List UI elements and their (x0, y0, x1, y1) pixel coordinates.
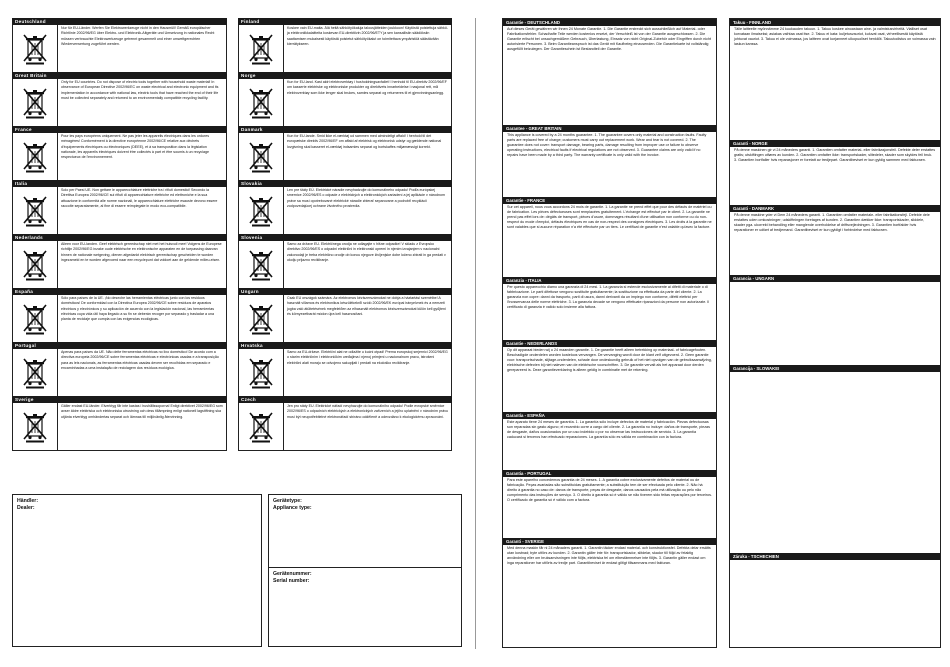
crossed-out-bin-icon (22, 141, 48, 173)
crossed-out-bin-icon (22, 357, 48, 389)
disposal-notice (12, 241, 227, 288)
disposal-text: Only for EU countries. Do not dispose of electric tools together with household waste material! In observance of European Directive 2002/96/EC on waste electrical and electronic equipment and its implementation in accordance with national law, electric tools that have reached the end of their life must be collected separately and returned to an environmentally compatible recycling facility. (61, 80, 219, 100)
crossed-out-bin-icon (248, 249, 274, 281)
disposal-text: Gäller endast EU-länder. Elverktyg får inte kastas i hushållssoporna! Enligt direktivet 2002/96/EG som avser äldre elektriska och elektroniska utrustning och dess tillämpning enligt nationell lagstiftning ska utjänta elverktyg omhändertas separat och lämnas till miljövänlig återvinning. (61, 404, 223, 419)
disposal-notice (12, 79, 227, 126)
country-header: Danmark (238, 126, 452, 133)
guarantee-text: Para este aparelho concedemos garantia de 24 meses. 1. A garantia cobre exclusivamente defeitos de material ou de fabricação. Peças avariadas são substituídas gratuitamente; a substituição tem de ser efectuada pelo cliente. 2. Não há direito à garantia no caso de: danos de transporte, peças de desgaste, danos causados pela má utilização ou pelo não cumprimento das instruções de serviço. 3. O direito à garantia só é válido se não tiverem sido feitas reparações por terceiros. O certificado de garantia só é válido com a factura. (507, 478, 712, 503)
guarantee-header: Záruka - TSCHECHIEN (730, 553, 940, 560)
guarantee-header: Garanzia - ITALIA (503, 277, 716, 284)
country-header: Slovakia (238, 180, 452, 187)
country-header: Sverige (12, 396, 227, 403)
guarantee-text: Sur cet appareil, nous vous accordons 24 mois de garantie. 1. La garantie ne prend effet que pour des défauts de matériel ou de fabrication. Les pièces défectueuses sont remplacées gratuitement. L'échange est effectué par le client. 2. La garantie ne prend pas effet lors de: dégâts de transport, pièces d'usure, dommages résultant d'une utilisation non conforme ou du non-respect du mode d'emploi, défauts électriques en cas de non-respect des consignes électriques. 3. Les droits à la garantie ne sont valables que si aucune réparation n'a été effectuée par un tiers. Le certificat de garantie n'est valable qu'avec la facture. (507, 205, 712, 230)
disposal-text: Sólo para países de la UE. ¡No deseche las herramientas eléctricas junto con los residuos domésticos! De conformidad con la Directiva Europea 2002/96/CE sobre residuos de aparatos eléctricos y electrónicos y su aplicación de acuerdo con la legislación nacional, las herramientas eléctricas cuya vida útil haya llegado a su fin se deberán recoger por separado y trasladar a una planta de reciclaje que cumpla con las exigencias ecológicas. (61, 296, 215, 322)
disposal-notice (238, 25, 452, 72)
guarantee-header: Takuu - FINNLAND (730, 19, 940, 26)
disposal-symbol (13, 403, 58, 450)
guarantee-header: Garantia - PORTUGAL (503, 470, 716, 477)
serial-number-box (268, 567, 462, 647)
guarantee-header: Garantie - FRANCE (503, 197, 716, 204)
country-header: France (12, 126, 227, 133)
disposal-text: Samo za države EU. Električnega orodja ne odlagajte v hišne odpadke! V skladu z Evropsko direktivo 2002/96/ES o odpadni električni in elektronski opremi in njenim izvajanjem v nacionalni zakonodaji je treba električno orodje ob koncu njegove življenjske dobe ločeno zbirati in ga predati v okolju prijazno recikliranje. (287, 242, 446, 262)
crossed-out-bin-icon (22, 33, 48, 65)
disposal-symbol (239, 403, 284, 450)
disposal-column-left (12, 18, 227, 451)
disposal-symbol (239, 25, 284, 72)
disposal-notice (12, 133, 227, 180)
guarantee-column-right (729, 18, 941, 648)
appliance-type-box (268, 494, 462, 568)
disposal-notice (12, 295, 227, 342)
country-header: Slovenia (238, 234, 452, 241)
crossed-out-bin-icon (22, 195, 48, 227)
guarantee-text: Tälle laitteelle myönnämme 24 kuukauden takuun. 1. Takuu koskee ainoastaan aine- ja valmistusvirheitä. Vialliset osat korvataan ilmaiseksi; asiakas vaihtaa osat itse. 2. Takuu ei kata: kuljetusvauriot, kuluvat osat, virheellisestä käytöstä johtuvat vauriot. 3. Takuu ei ole voimassa, jos laitteen ovat korjanneet ulkopuoliset henkilöt. Takuutodistus on voimassa vain laskun kanssa. (734, 27, 936, 47)
disposal-text: Samo za EU-države. Električni alat ne odlažite u kućni otpad! Prema europskoj smjernici 2002/96/EG o starim električnim i elektroničkim uređajima i njenoj primjeni u nacionalnom pravu, istrošeni električni alati moraju se odvojeno sakupljati i predati na ekološko recikliranje. (287, 350, 448, 365)
guarantee-text: På denne maskinen gir vi 24 måneders garanti. 1. Garantien omfatter material- eller fabrikasjonsfeil. Defekte deler erstattes gratis; utskiftingen utføres av kunden. 2. Garantien omfatter ikke: transportskader, slitedeler, skader som skyldes feil bruk. 3. Garantien bortfaller hvis reparasjoner er foretatt av tredjepart. Garantibeviset er kun gyldig sammen med fakturaen. (734, 148, 936, 163)
country-header: Portugal (12, 342, 227, 349)
country-header: Deutschland (12, 18, 227, 25)
disposal-text: Koskee vain EU-maita. Älä heitä sähkötyökaluja talousjätteiden joukkoon! Käytöstä poistettuja sähkö- ja elektroniikkalaitteita koskevan EU-direktiivin 2002/96/ETY ja sen kansallisiin säädöksiin saattamisen mukaisesti käytöstä poistetut sähkötyökalut on toimitettava ympäristöä säästävään kierrätykseen. (287, 26, 449, 46)
crossed-out-bin-icon (248, 303, 274, 335)
disposal-symbol (13, 25, 58, 72)
guarantee-header: Garanti - NORGE (730, 140, 940, 147)
country-header: Italia (12, 180, 227, 187)
disposal-symbol (239, 349, 284, 396)
crossed-out-bin-icon (22, 249, 48, 281)
guarantee-text: Per questo apparecchio diamo una garanzia di 24 mesi. 1. La garanzia si estende esclusivamente ai difetti di materiale o di fabbricazione. Le parti difettose vengono sostituite gratuitamente; la sostituzione va effettuata da parte del cliente. 2. La garanzia non copre: danni da trasporto, parti di usura, danni derivanti da un impiego non conforme, difetti elettrici per l'inosservanza delle norme elettriche. 3. La garanzia decade se vengono effettuate riparazioni da persone non autorizzate. Il certificato di garanzia è valido solo insieme alla fattura. (507, 285, 710, 310)
disposal-notice (12, 403, 227, 450)
crossed-out-bin-icon (248, 141, 274, 173)
guarantee-header: Garantía - ESPAÑA (503, 412, 716, 419)
crossed-out-bin-icon (248, 33, 274, 65)
guarantee-text (730, 560, 940, 613)
crossed-out-bin-icon (248, 195, 274, 227)
country-header: Great Britain (12, 72, 227, 79)
disposal-text: Pour les pays européens uniquement. Ne pas jeter les appareils électriques dans les ordures ménagères! Conformément à la directive européenne 2002/96/CE relative aux déchets d'équipements électriques ou électroniques (DEEE), et à sa transposition dans la législation nationale, les appareils électriques doivent être collectés à part et être soumis à un recyclage respectueux de l'environnement. (61, 134, 210, 160)
guarantee-text: På denne maskine yder vi Dem 24 måneders garanti. 1. Garantien omfatter materiale- eller fabrikationsfejl. Defekte dele erstattes uden omkostninger; udskiftningen foretages af kunden. 2. Garantien dækker ikke: transportskader, sliddele, skader pga. ukorrekt behandling eller manglende overholdelse af driftsvejledningen. 3. Garantien bortfalder hvis reparationer er udført af tredjemand. Garantibeviset er kun gyldigt i forbindelse med fakturaen. (734, 213, 930, 233)
disposal-notice (238, 187, 452, 234)
disposal-text: Apenas para países da UE. Não deite ferramentas eléctricas no lixo doméstico! De acordo com a directiva europeia 2002/96/CE sobre ferramentas eléctricas e electrónicas usadas e a transposição para as leis nacionais, as ferramentas eléctricas usadas devem ser recolhidas em separado e encaminhadas a uma instalação de reciclagem dos resíduos ecológica. (61, 350, 219, 370)
column-divider (475, 18, 476, 649)
disposal-text: Nur für EU-Länder. Werfen Sie Elektrowerkzeuge nicht in den Hausmüll! Gemäß europäischer Richtlinie 2002/96/EG über Elektro- und Elektronik-Altgeräte und Umsetzung in nationales Recht müssen verbrauchte Elektrowerkzeuge getrennt gesammelt und einer umweltgerechten Wiederverwertung zugeführt werden. (61, 26, 215, 46)
disposal-notice (12, 187, 227, 234)
guarantee-text: This appliance is covered by a 24 months guarantee. 1. The guarantee covers only material and construction faults. Faulty parts are replaced free of charge; customers must carry out replacement work. Wear and tear is not covered. 2. The guarantee does not cover: transport damage, bearing parts, damage resulting from improper use or failure to observe operating instructions, electrical faults if electrical regulations are not observed. 3. Guarantee claims are only valid if no repairs have been made by a third party. The warranty certificate is only valid with the invoice. (507, 133, 707, 158)
appliance-type-label-de: Gerätetype: (273, 498, 302, 504)
crossed-out-bin-icon (22, 303, 48, 335)
guarantee-header: Garanti - DANMARK (730, 205, 940, 212)
crossed-out-bin-icon (248, 87, 274, 119)
country-header: Ungarn (238, 288, 452, 295)
disposal-notice (238, 403, 452, 450)
disposal-notice (238, 133, 452, 180)
guarantee-text: Op dit apparaat bieden wij u 24 maanden garantie. 1. De garantie heeft alleen betrekking op materiaal- of fabricagefouten. Beschadigde onderdelen worden kosteloos vervangen. De vervanging wordt door de klant zelf uitgevoerd. 2. Geen garantie voor: transportschade, slijtage-onderdelen, schade door ondeskundig gebruik of het niet opvolgen van de gebruiksaanwijzing, elektrische defecten bij niet naleven van de elektrische voorschriften. 3. De garantie vervalt als het apparaat door derden gerepareerd is. Deze garantieverklaring is alleen geldig in combinatie met de rekening. (507, 348, 712, 373)
crossed-out-bin-icon (22, 87, 48, 119)
disposal-symbol (13, 187, 58, 234)
disposal-symbol (239, 79, 284, 126)
disposal-text: Alleen voor EU-landen. Geef elektrisch gereedschap niet met het huisvuil mee! Volgens de Europese richtlijn 2002/96/EG inzake oude elektrische en elektronische apparaten en de toepassing daarvan binnen de nationale wetgeving, dienen afgedankt elektrisch gereedschap gescheiden te worden ingezameld en te worden afgevoerd naar een recyclepunt dat voldoet aan de geldende milieu-eisen. (61, 242, 222, 262)
guarantee-text: Este aparato tiene 24 meses de garantía. 1. La garantía sólo incluye defectos de material y fabricación. Piezas defectuosas son reparadas sin gasto alguno; el recambio corre a cargo del cliente. 2. La garantía no incluye: daños de transporte, piezas de desgaste, daños ocasionados por un uso indebido o por no observar las instrucciones de servicio. 3. La garantía caducará si terceros han efectuado reparaciones. La garantía sólo es válida en combinación con la factura. (507, 420, 710, 440)
guarantee-text (730, 282, 940, 365)
disposal-notice (238, 79, 452, 126)
guarantee-header: Garantee - GREAT BRITAIN (503, 125, 716, 132)
guarantee-header: Garancija - SLOWAKEI (730, 365, 940, 372)
disposal-text: Kun for EU-lande. Smid ikke el-værktøj ud sammen med almindeligt affald! I henhold til det europæiske direktiv 2002/96/EF om affald af elektrisk og elektronisk udstyr og gældende national lovgivning skal kasseret el-værktøj indsamles separat og bortskaffes miljømæssigt korrekt. (287, 134, 442, 149)
disposal-text: Kun for EU-land. Kast aldri elektroverktøy i husholdningsavfallet! I henhold til EU-direktiv 2002/96/EF om kasserte elektriske og elektroniske produkter og direktivets innarbeidelse i nasjonal rett, må elektroverktøy som ikke lenger skal brukes, samles separat og returneres til et gjenvinningsanlegg. (287, 80, 448, 95)
dealer-label-en: Dealer: (17, 504, 35, 511)
crossed-out-bin-icon (248, 411, 274, 443)
guarantee-column-left (502, 18, 717, 648)
disposal-symbol (239, 187, 284, 234)
serial-number-label-de: Gerätenummer: (273, 571, 312, 577)
disposal-column-middle (238, 18, 452, 451)
disposal-symbol (13, 349, 58, 396)
dealer-label-de: Händler: (17, 498, 39, 504)
disposal-notice (12, 349, 227, 396)
guarantee-text (730, 372, 940, 553)
country-header: Norge (238, 72, 452, 79)
disposal-text: Jen pro státy EU. Elektrické nářadí nevyhazujte do komunálního odpadu! Podle evropské směrnice 2002/96/ES o odpadních elektrických a elektronických zařízeních a jejího uplatnění v národním právu musí být neupotřebitelné elektronářadí sbíráno odděleně a odevzdáno k ekologickému zpracování. (287, 404, 449, 419)
country-header: España (12, 288, 227, 295)
appliance-type-label-en: Appliance type: (273, 504, 312, 511)
disposal-symbol (13, 241, 58, 288)
disposal-symbol (239, 133, 284, 180)
guarantee-header: Garantie - DEUTSCHLAND (503, 19, 716, 26)
guarantee-header: Garantie - NEDERLANDS (503, 340, 716, 347)
disposal-notice (238, 295, 452, 342)
disposal-symbol (13, 133, 58, 180)
disposal-text: Csak EU országok számára. Az elektromos kéziszerszámokat ne dobja a háztartási szemétbe! A használt villamos és elektronikus készülékekről szóló 2002/96/EK európai irányelvnek és a nemzeti jogba való átültetésének megfelelően az elhasznált elektromos kéziszerszámokat külön kell gyűjteni és környezetbarát módon újra kell hasznosítani. (287, 296, 446, 316)
disposal-text: Len pre štáty EÚ. Elektrické náradie nevyhadzujte do komunálneho odpadu! Podľa európskej smernice 2002/96/ES o odpade z elektrických a elektronických zariadení a jej aplikácie v národnom práve sa musí opotrebované elektrické náradie zbierať separovane a podrobiť recyklácii zodpovedajúcej ochrane životného prostredia. (287, 188, 446, 208)
disposal-symbol (239, 241, 284, 288)
disposal-symbol (239, 295, 284, 342)
disposal-symbol (13, 79, 58, 126)
crossed-out-bin-icon (248, 357, 274, 389)
country-header: Nederlands (12, 234, 227, 241)
disposal-notice (238, 349, 452, 396)
serial-number-label-en: Serial number: (273, 577, 310, 584)
disposal-symbol (13, 295, 58, 342)
guarantee-text: Med denna maskin får ni 24 månaders garanti. 1. Garantin täcker endast material- och konstruktionsfel. Defekta delar ersätts utan kostnad; byte utförs av kunden. 2. Garantin gäller inte för: transportskador, slitdelar, skador till följd av felaktig användning eller om bruksanvisningen inte följts, elektriska fel om elbestämmelser inte följts. 3. Garantin gäller endast om inga reparationer har utförts av tredje part. Garantibeviset är endast giltigt tillsammans med fakturan. (507, 546, 711, 566)
country-header: Czech (238, 396, 452, 403)
crossed-out-bin-icon (22, 411, 48, 443)
guarantee-header: Garancia - UNGARN (730, 275, 940, 282)
disposal-notice (238, 241, 452, 288)
country-header: Finland (238, 18, 452, 25)
guarantee-text: Auf dieses Gerät gewähren wir Ihnen 24 Monate Garantie. 1. Die Garantie erstreckt sich ausschließlich auf Material- oder Fabrikationsfehler. Schadhafte Teile werden kostenlos ersetzt, der Verschleiß ist von der Garantie ausgeschlossen. 2. Die Garantie erlischt bei unsachgemäßem Gebrauch, Überlastung, Einsatz von nicht Original-Zubehör oder Eingriffen durch nicht autorisierte Personen. 3. Beim Garantieanspruch ist das Gerät mit Kaufbeleg einzusenden. Die Garantiekarte ist vollständig ausgefüllt beizulegen. Der Garantieschein ist Bestandteil der Garantie. (507, 27, 712, 52)
disposal-notice (12, 25, 227, 72)
country-header: Hrvatska (238, 342, 452, 349)
disposal-text: Solo per Paesi UE. Non gettare le apparecchiature elettriche tra i rifiuti domestici! Secondo la Direttiva Europea 2002/96/CE sui rifiuti di apparecchiature elettriche ed elettroniche e la sua attuazione in conformità alle norme nazionali, le apparecchiature elettriche esauste devono essere raccolte separatamente, al fine di essere reimpiegate in modo eco-compatibile. (61, 188, 218, 208)
guarantee-header: Garanti - SVERIGE (503, 538, 716, 545)
dealer-box (12, 494, 262, 647)
